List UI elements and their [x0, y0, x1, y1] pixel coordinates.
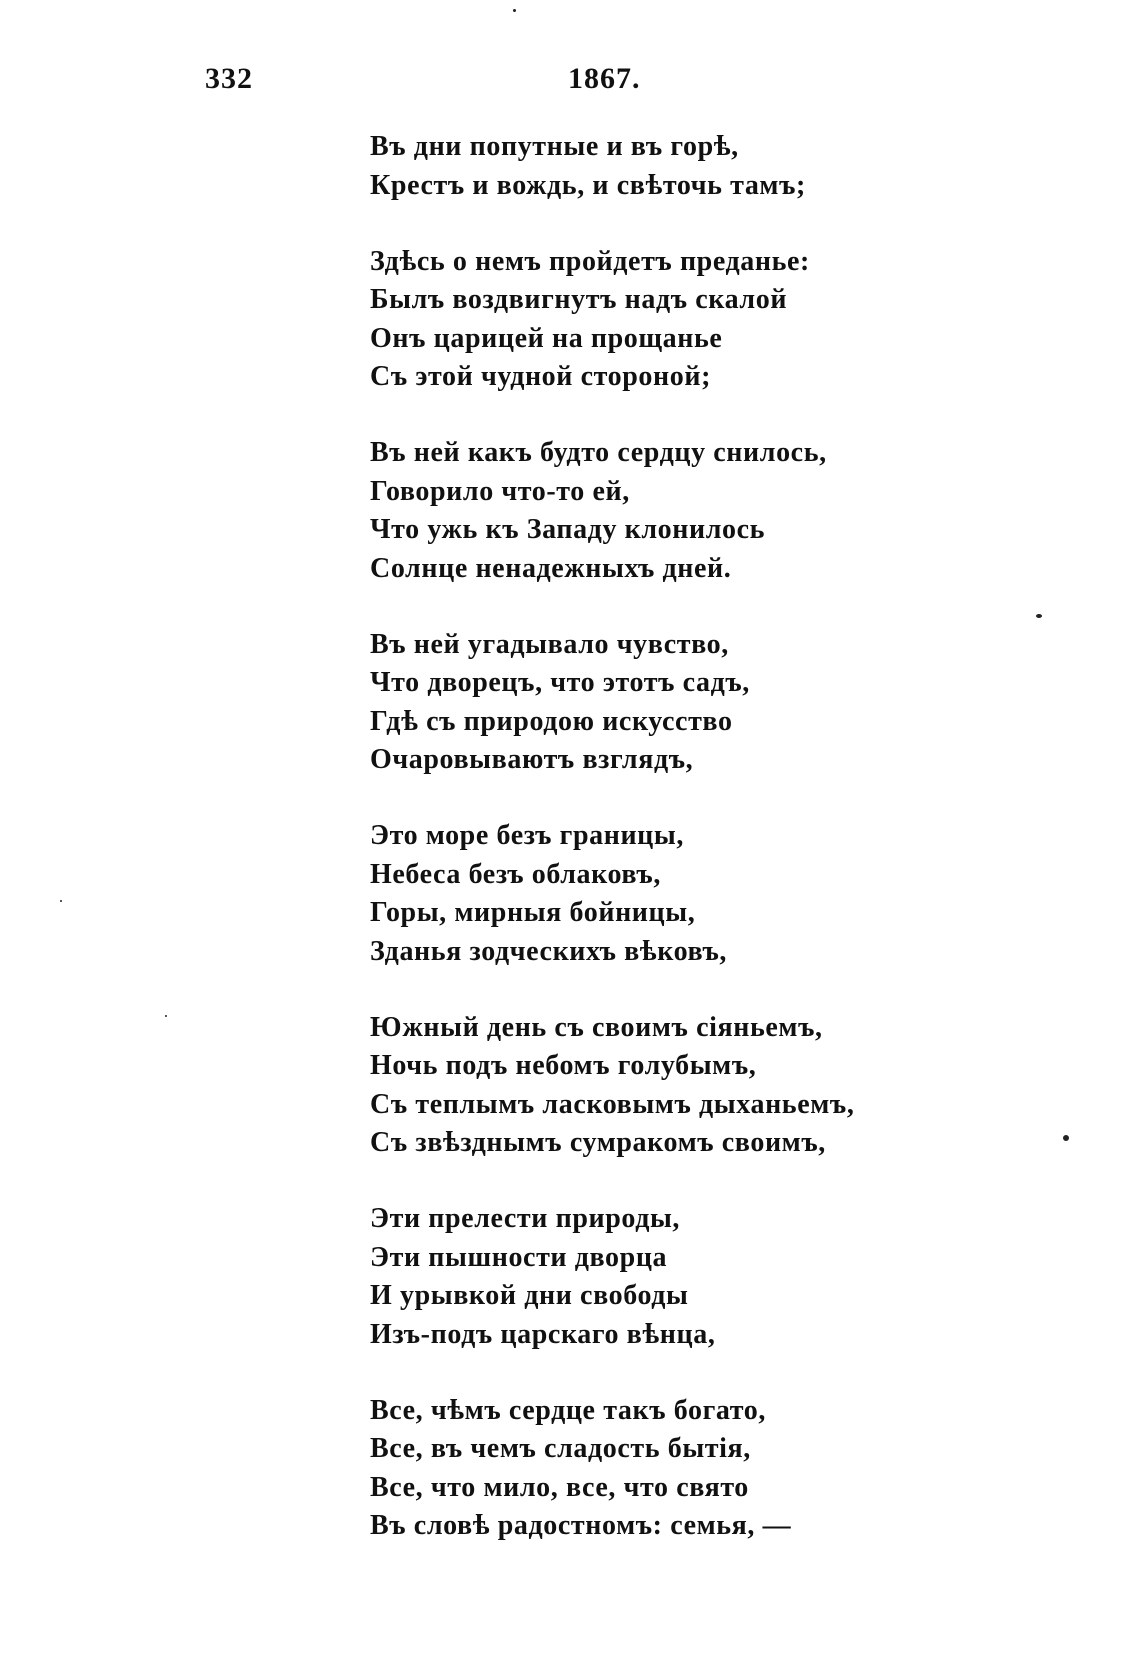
poem-line: Южный день съ своимъ сіяньемъ, [370, 1011, 823, 1043]
poem-line: Это море безъ границы, [370, 820, 684, 851]
poem-line: Съ теплымъ ласковымъ дыханьемъ, [370, 1088, 855, 1120]
poem-line: Небеса безъ облаковъ, [370, 858, 661, 890]
poem-body [370, 128, 1070, 1583]
poem-line: Въ дни попутные и въ горѣ, [370, 131, 739, 162]
poem-line: Здѣсь о немъ пройдетъ преданье: [370, 245, 810, 277]
poem-line: Съ этой чудной стороной; [370, 361, 711, 392]
stanza-4 [370, 626, 1070, 780]
page-number: 332 [205, 62, 253, 95]
poem-line: Эти пышности дворца [370, 1241, 668, 1273]
poem-line: Въ словѣ радостномъ: семья, — [370, 1510, 792, 1541]
poem-line: Онъ царицей на прощанье [370, 322, 723, 354]
scan-speck [60, 900, 62, 902]
scan-speck [1036, 614, 1042, 618]
stanza-1 [370, 128, 1070, 205]
poem-line: Что дворецъ, что этотъ садъ, [370, 667, 750, 698]
poem-line: Все, что мило, все, что свято [370, 1471, 749, 1503]
running-head-year: 1867. [568, 62, 641, 95]
scan-speck [513, 9, 516, 12]
stanza-2 [370, 243, 1070, 397]
poem-line: Гдѣ съ природою искусство [370, 705, 733, 737]
stanza-5 [370, 817, 1070, 971]
poem-line: Что ужь къ Западу клонилось [370, 514, 766, 545]
poem-line: Былъ воздвигнутъ надъ скалой [370, 284, 788, 315]
poem-line: Солнце ненадежныхъ дней. [370, 552, 732, 584]
scan-speck [1063, 1135, 1069, 1141]
poem-line: Зданья зодческихъ вѣковъ, [370, 935, 728, 967]
poem-line: Эти прелести природы, [370, 1203, 681, 1234]
scan-speck [165, 1015, 167, 1017]
poem-line: Въ ней угадывало чувство, [370, 628, 729, 660]
poem-line: Крестъ и вождь, и свѣточь тамъ; [370, 169, 806, 201]
poem-line: И урывкой дни свободы [370, 1280, 689, 1311]
poem-line: Все, чѣмъ сердце такъ богато, [370, 1394, 766, 1426]
poem-line: Ночь подъ небомъ голубымъ, [370, 1050, 757, 1081]
stanza-8 [370, 1392, 1070, 1546]
poem-line: Съ звѣзднымъ сумракомъ своимъ, [370, 1127, 826, 1158]
stanza-3 [370, 434, 1070, 588]
poem-line: Изъ-подъ царскаго вѣнца, [370, 1318, 716, 1350]
poem-line: Все, въ чемъ сладость бытія, [370, 1433, 751, 1464]
poem-line: Горы, мирныя бойницы, [370, 897, 696, 928]
stanza-7 [370, 1200, 1070, 1354]
stanza-6 [370, 1009, 1070, 1163]
poem-line: Очаровываютъ взглядъ, [370, 744, 694, 775]
poem-line: Говорило что-то ей, [370, 475, 630, 507]
poem-line: Въ ней какъ будто сердцу снилось, [370, 437, 827, 468]
